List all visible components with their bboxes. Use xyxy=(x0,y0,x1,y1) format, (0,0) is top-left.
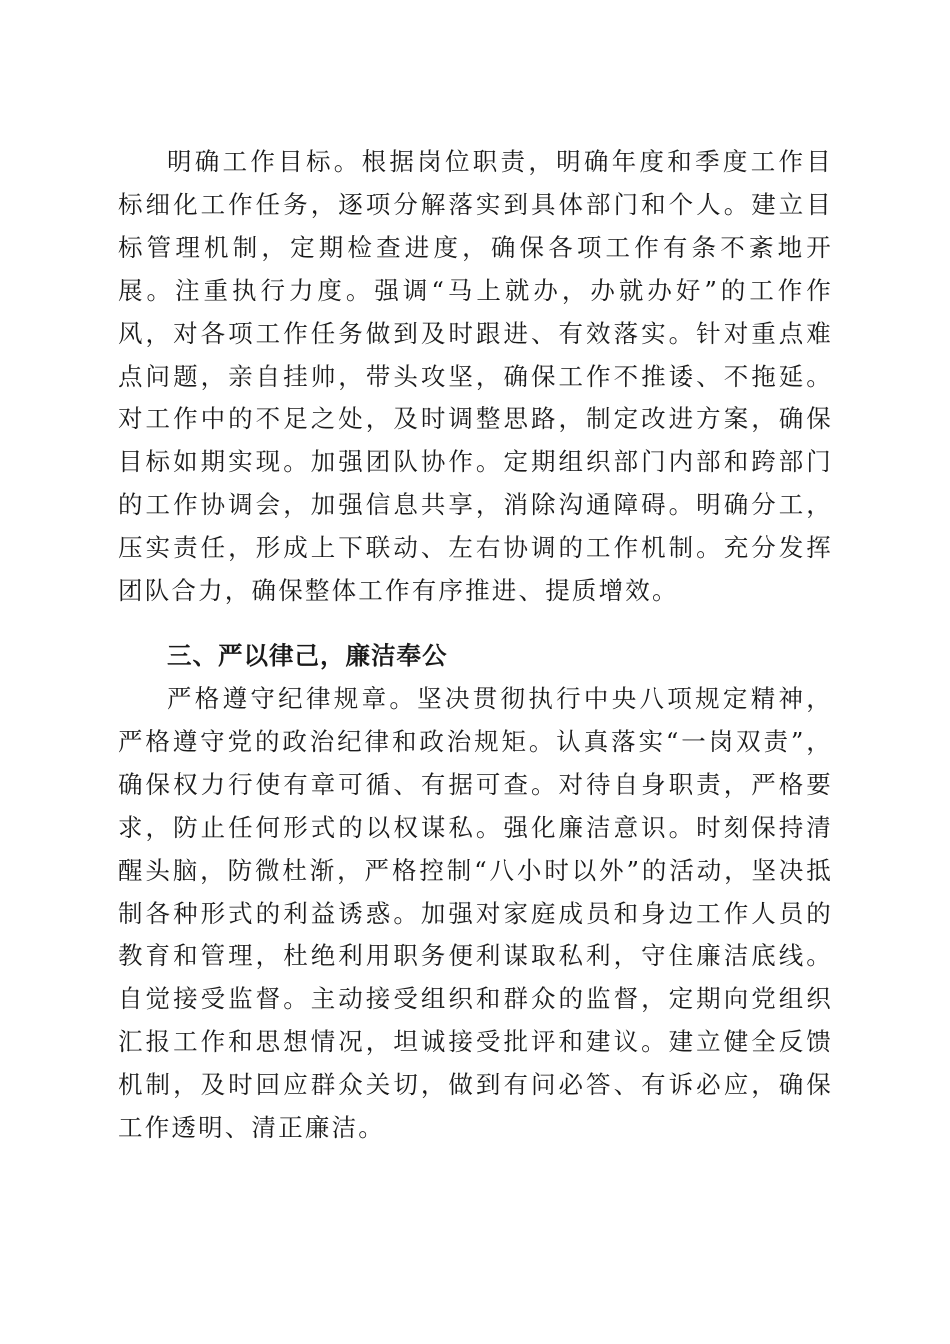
body-paragraph-work-goals: 明确工作目标。根据岗位职责，明确年度和季度工作目标细化工作任务，逐项分解落实到具体部门和个人。建立目标管理机制，定期检查进度，确保各项工作有条不紊地开展。注重执行力度。强调“马上就办，办就办好”的工作作风，对各项工作任务做到及时跟进、有效落实。针对重点难点问题，亲自挂帅，带头攻坚，确保工作不推诿、不拖延。对工作中的不足之处，及时调整思路，制定改进方案，确保目标如期实现。加强团队协作。定期组织部门内部和跨部门的工作协调会，加强信息共享，消除沟通障碍。明确分工，压实责任，形成上下联动、左右协调的工作机制。充分发挥团队合力，确保整体工作有序推进、提质增效。 xyxy=(118,147,833,606)
body-paragraph-discipline: 严格遵守纪律规章。坚决贯彻执行中央八项规定精神，严格遵守党的政治纪律和政治规矩。认真落实“一岗双责”，确保权力行使有章可循、有据可查。对待自身职责，严格要求，防止任何形式的以权谋私。强化廉洁意识。时刻保持清醒头脑，防微杜渐，严格控制“八小时以外”的活动，坚决抵制各种形式的利益诱惑。加强对家庭成员和身边工作人员的教育和管理，杜绝利用职务便利谋取私利，守住廉洁底线。自觉接受监督。主动接受组织和群众的监督，定期向党组织汇报工作和思想情况，坦诚接受批评和建议。建立健全反馈机制，及时回应群众关切，做到有问必答、有诉必应，确保工作透明、清正廉洁。 xyxy=(118,684,833,1143)
section-heading-integrity: 三、严以律己，廉洁奉公 xyxy=(167,641,448,670)
